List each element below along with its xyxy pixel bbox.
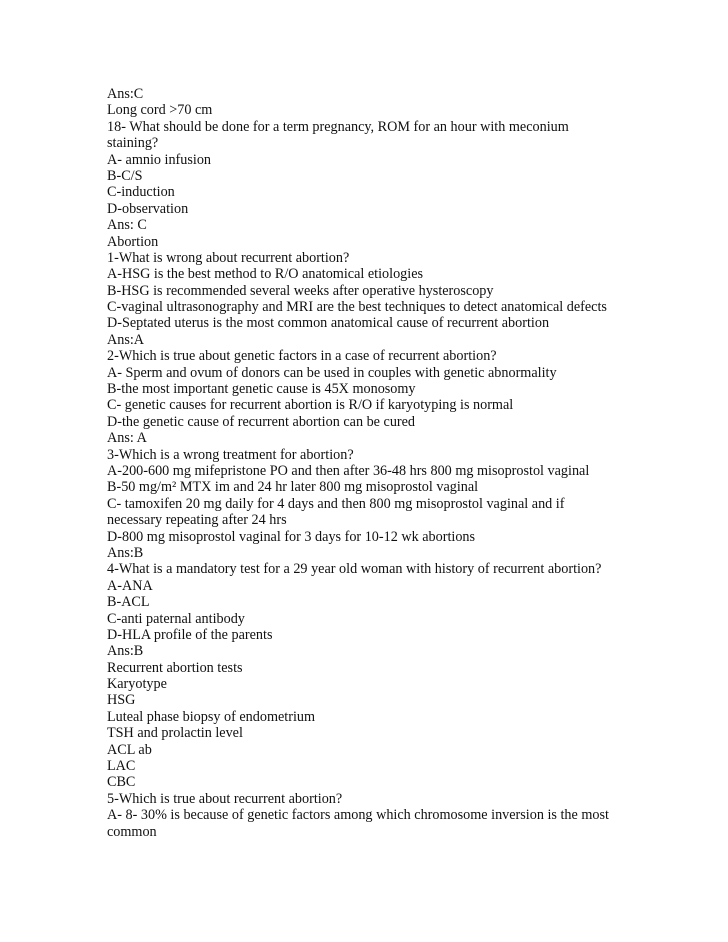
answer-line: Ans:B <box>107 544 144 561</box>
list-item: CBC <box>107 774 136 791</box>
option-line: A- Sperm and ovum of donors can be used in couples with genetic abnormality <box>107 364 557 381</box>
question-line: 2-Which is true about genetic factors in a case of recurrent abortion? <box>107 348 497 365</box>
option-line: B-ACL <box>107 594 150 611</box>
list-item: HSG <box>107 692 136 709</box>
question-line: 1-What is wrong about recurrent abortion? <box>107 249 350 266</box>
option-line: A-ANA <box>107 577 153 594</box>
answer-line: Ans: A <box>107 430 147 447</box>
option-line: C- genetic causes for recurrent abortion is R/O if karyotyping is normal <box>107 397 514 414</box>
option-line: A-200-600 mg mifepristone PO and then after 36-48 hrs 800 mg misoprostol vaginal <box>107 462 590 479</box>
list-item: LAC <box>107 758 136 775</box>
option-line: B-C/S <box>107 167 143 184</box>
question-line: 18- What should be done for a term pregnancy, ROM for an hour with meconium <box>107 118 569 135</box>
option-line: C-vaginal ultrasonography and MRI are the best techniques to detect anatomical defects <box>107 299 607 316</box>
option-line: C-anti paternal antibody <box>107 610 245 627</box>
option-line: C-induction <box>107 184 175 201</box>
option-line: A- amnio infusion <box>107 151 212 168</box>
question-line: 5-Which is true about recurrent abortion? <box>107 790 343 807</box>
option-line: necessary repeating after 24 hrs <box>107 512 287 529</box>
option-line: D-Septated uterus is the most common anatomical cause of recurrent abortion <box>107 315 550 332</box>
option-line: common <box>107 823 157 840</box>
question-line: 3-Which is a wrong treatment for abortion? <box>107 446 354 463</box>
option-line: A-HSG is the best method to R/O anatomical etiologies <box>107 266 424 283</box>
list-item: Luteal phase biopsy of endometrium <box>107 708 316 725</box>
answer-line: Ans:B <box>107 643 144 660</box>
option-line: B-50 mg/m² MTX im and 24 hr later 800 mg misoprostol vaginal <box>107 479 479 496</box>
option-line: D-observation <box>107 200 189 217</box>
answer-line: Ans:C <box>107 86 144 102</box>
list-item: ACL ab <box>107 741 152 758</box>
list-heading: Recurrent abortion tests <box>107 659 243 676</box>
option-line: D-800 mg misoprostol vaginal for 3 days for 10-12 wk abortions <box>107 528 476 545</box>
answer-line: Ans:A <box>107 331 145 348</box>
document-body <box>107 86 707 840</box>
question-line: staining? <box>107 135 159 152</box>
list-item: TSH and prolactin level <box>107 725 243 742</box>
question-line: 4-What is a mandatory test for a 29 year old woman with history of recurrent abortion? <box>107 561 602 578</box>
option-line: C- tamoxifen 20 mg daily for 4 days and then 800 mg misoprostol vaginal and if <box>107 495 565 512</box>
option-line: A- 8- 30% is because of genetic factors among which chromosome inversion is the most <box>107 807 609 824</box>
option-line: B-HSG is recommended several weeks after operative hysteroscopy <box>107 282 494 299</box>
option-line: D-the genetic cause of recurrent abortion can be cured <box>107 413 416 430</box>
text-line: Long cord >70 cm <box>107 102 213 119</box>
option-line: B-the most important genetic cause is 45X monosomy <box>107 381 416 398</box>
section-heading: Abortion <box>107 233 159 250</box>
option-line: D-HLA profile of the parents <box>107 626 273 643</box>
answer-line: Ans: C <box>107 217 147 234</box>
list-item: Karyotype <box>107 676 167 693</box>
